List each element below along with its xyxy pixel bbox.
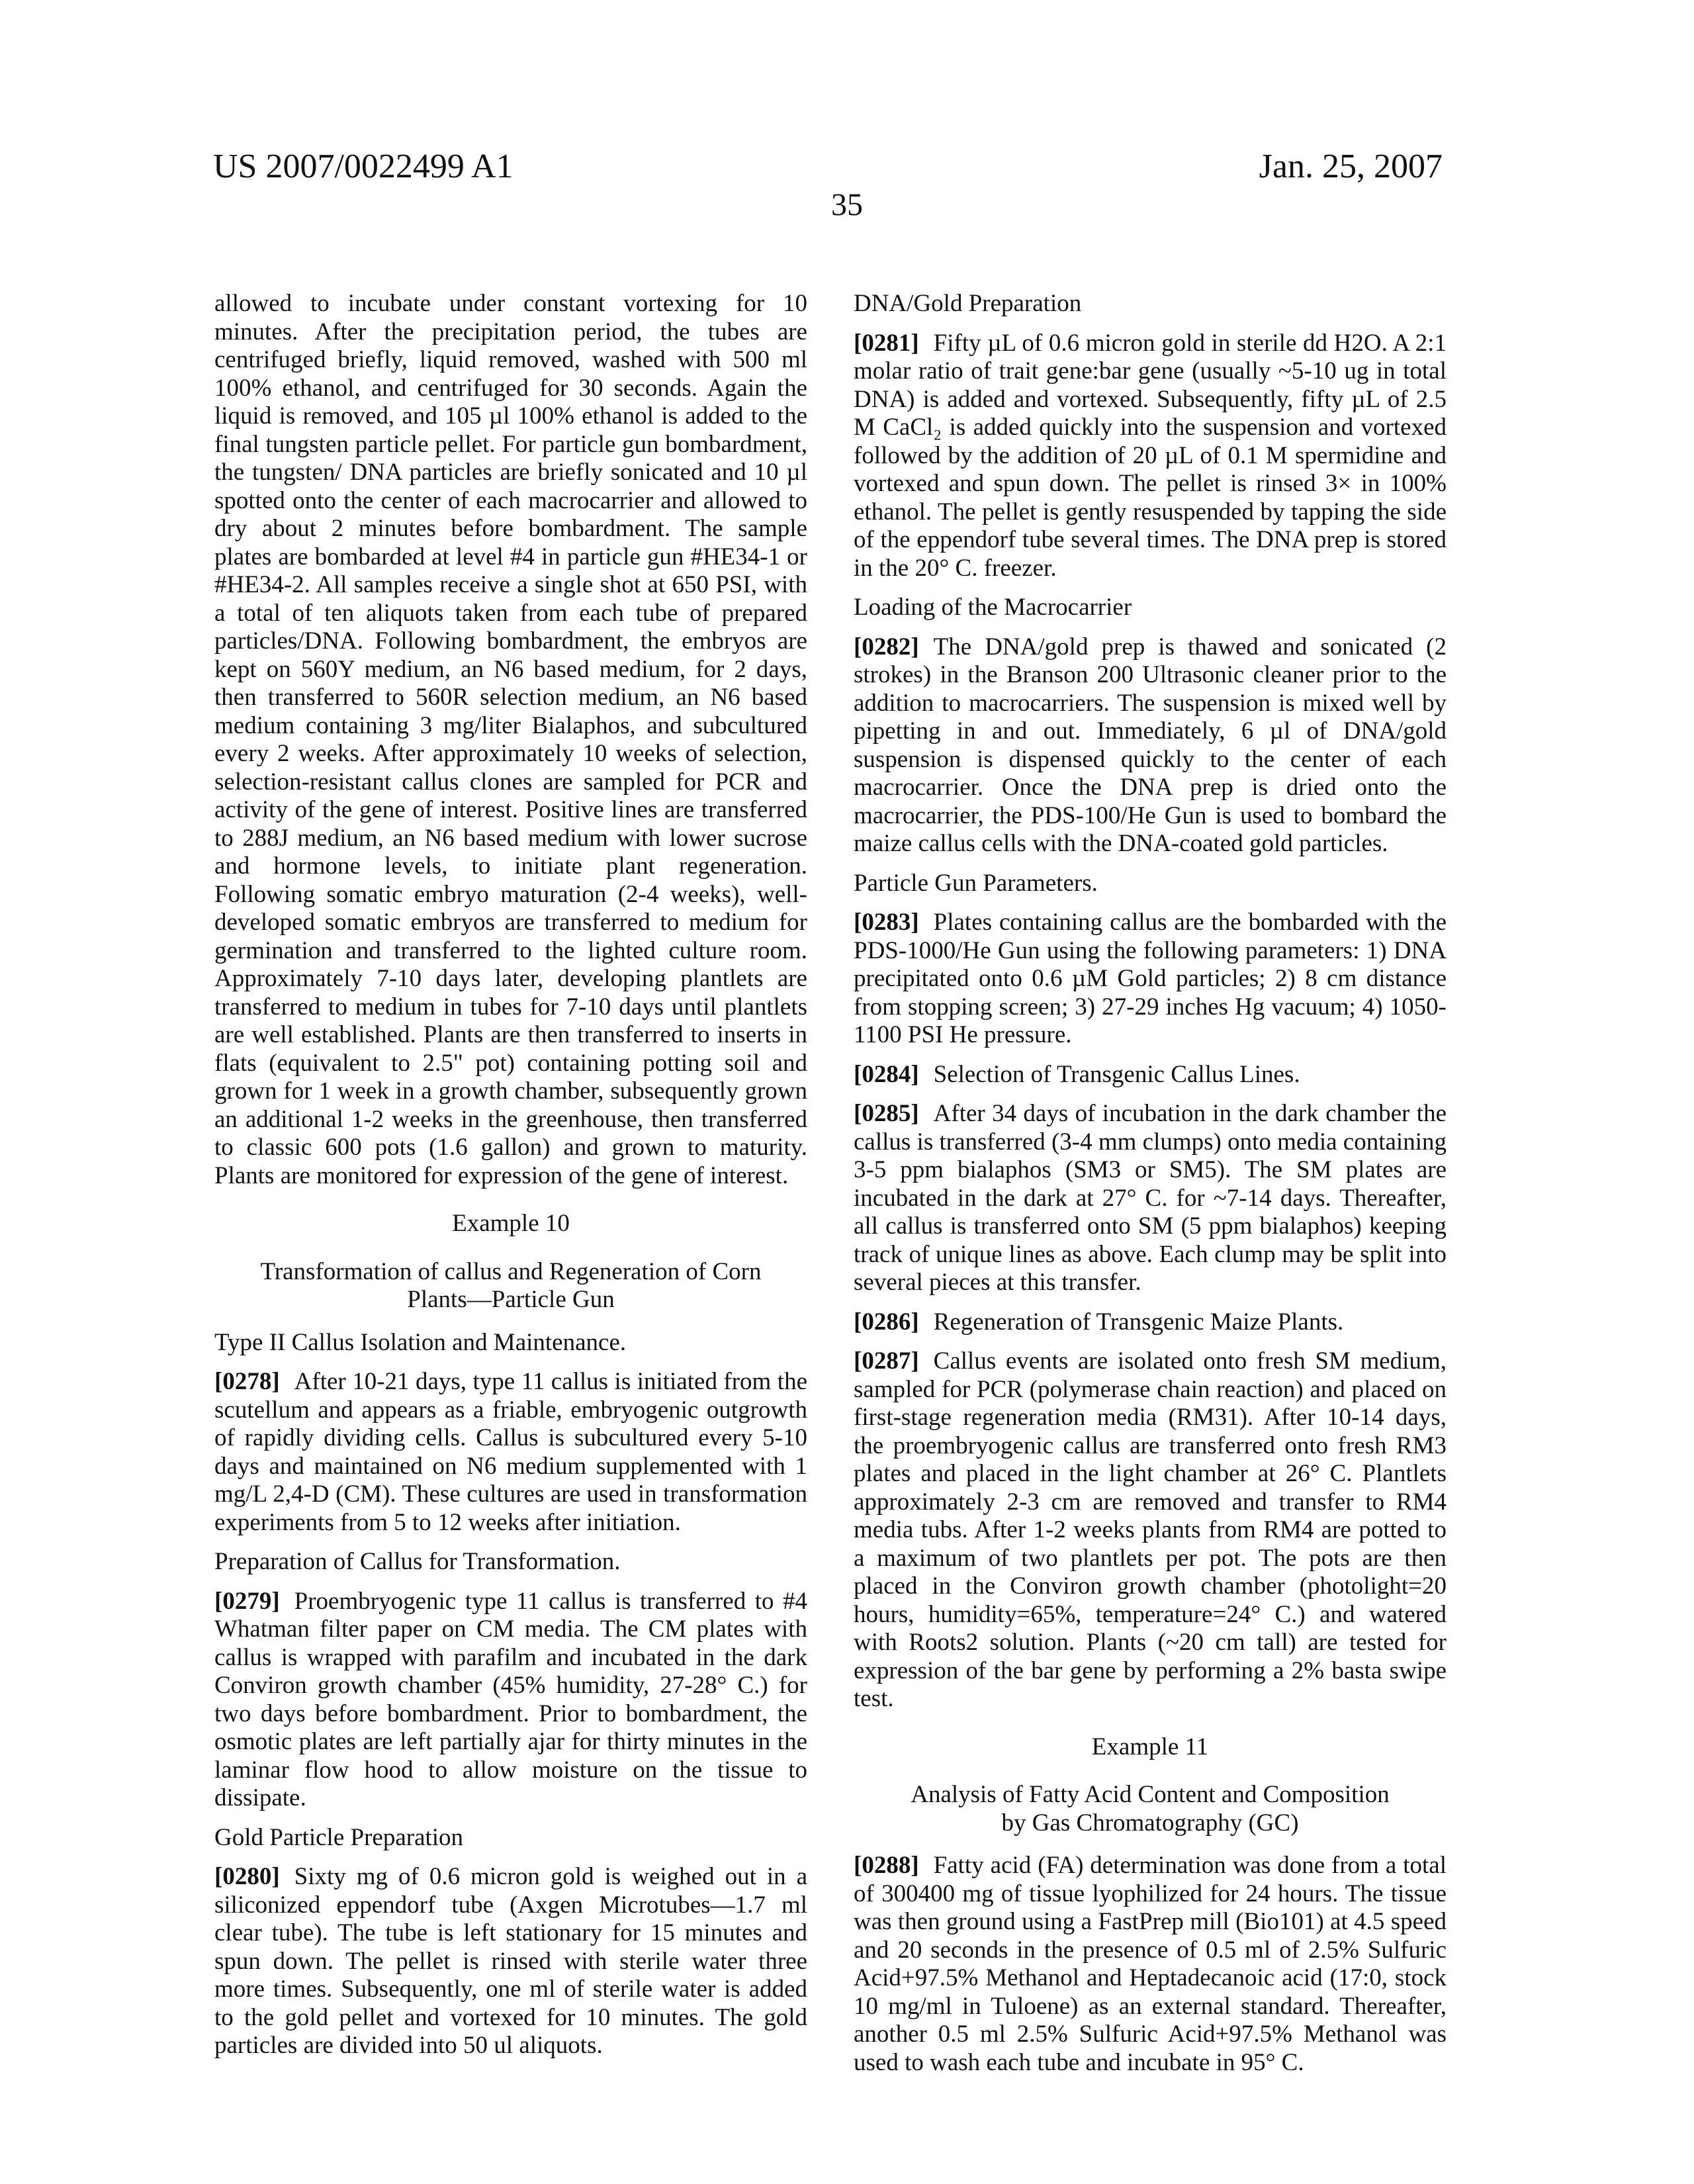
paragraph <box>854 1308 1447 1337</box>
paragraph-text: Fatty acid (FA) determination was done from a total of 300400 mg of tissue lyophilized for 24 hours. The tissue was then ground using a FastPrep mill (Bio101) at 4.5 speed and 20 seconds in the presence of 0.5 ml of 2.5% Sulfuric Acid+97.5% Methanol and Heptadecanoic acid (17:0, stock 10 mg/ml in Tuloene) as an external standard. Thereafter, another 0.5 ml 2.5% Sulfuric Acid+97.5% Methanol was used to wash each tube and incubate in 95° C. <box>854 1852 1447 2076</box>
paragraph-text: Fifty µL of 0.6 micron gold in sterile dd H2O. A 2:1 molar ratio of trait gene:bar gene (usually ~5-10 ug in total DNA) is added and vortexed. Subsequently, fifty µL of 2.5 M CaCl₂ is added quickly into the suspension and vortexed followed by the addition of 20 µL of 0.1 M spermidine and vortexed and spun down. The pellet is rinsed 3× in 100% ethanol. The pellet is gently resuspended by tapping the side of the eppendorf tube several times. The DNA prep is stored in the 20° C. freezer. <box>854 330 1447 582</box>
paragraph <box>854 1852 1447 2077</box>
right-column <box>854 290 1447 2088</box>
section-title <box>214 1258 807 1314</box>
paragraph <box>854 330 1447 583</box>
paragraph <box>854 633 1447 858</box>
left-column <box>214 290 807 2071</box>
paragraph-text: Regeneration of Transgenic Maize Plants. <box>934 1308 1344 1336</box>
example-heading: Example 10 <box>214 1210 807 1238</box>
paragraph-number: [0279] <box>214 1588 280 1615</box>
paragraph <box>854 1061 1447 1089</box>
paragraph-continuation: allowed to incubate under constant vortexing for 10 minutes. After the precipitation period, the tubes are centrifuged briefly, liquid removed, washed with 500 ml 100% ethanol, and centrifuged for 30 seconds. Again the liquid is removed, and 105 µl 100% ethanol is added to the final tungsten particle pellet. For particle gun bombardment, the tungsten/ DNA particles are briefly sonicated and 10 µl spotted onto the center of each macrocarrier and allowed to dry about 2 minutes before bombardment. The sample plates are bombarded at level #4 in particle gun #HE34-1 or #HE34-2. All samples receive a single shot at 650 PSI, with a total of ten aliquots taken from each tube of prepared particles/DNA. Following bombardment, the embryos are kept on 560Y medium, an N6 based medium, for 2 days, then transferred to 560R selection medium, an N6 based medium containing 3 mg/liter Bialaphos, and subcultured every 2 weeks. After approximately 10 weeks of selection, selection-resistant callus clones are sampled for PCR and activity of the gene of interest. Positive lines are transferred to 288J medium, an N6 based medium with lower sucrose and hormone levels, to initiate plant regeneration. Following somatic embryo maturation (2-4 weeks), well-developed somatic embryos are transferred to medium for germination and transferred to the lighted culture room. Approximately 7-10 days later, developing plantlets are transferred to medium in tubes for 7-10 days until plantlets are well established. Plants are then transferred to inserts in flats (equivalent to 2.5" pot) containing potting soil and grown for 1 week in a growth chamber, subsequently grown an additional 1-2 weeks in the greenhouse, then transferred to classic 600 pots (1.6 gallon) and grown to maturity. Plants are monitored for expression of the gene of interest. <box>214 290 807 1190</box>
subheading: Loading of the Macrocarrier <box>854 594 1447 622</box>
paragraph <box>214 1588 807 1813</box>
page-number: 35 <box>0 187 1694 223</box>
paragraph-text: Plates containing callus are the bombarded with the PDS-1000/He Gun using the following parameters: 1) DNA precipitated onto 0.6 µM Gold particles; 2) 8 cm distance from stopping screen; 3) 27-29 inches Hg vacuum; 4) 1050-1100 PSI He pressure. <box>854 909 1447 1048</box>
section-title <box>854 1781 1447 1837</box>
paragraph-number: [0282] <box>854 633 919 660</box>
paragraph-text: After 10-21 days, type 11 callus is initiated from the scutellum and appears as a friable, embryogenic outgrowth of rapidly dividing cells. Callus is subcultured every 5-10 days and maintained on N6 medium supplemented with 1 mg/L 2,4-D (CM). These cultures are used in transformation experiments from 5 to 12 weeks after initiation. <box>214 1368 807 1536</box>
paragraph-number: [0285] <box>854 1100 919 1127</box>
paragraph-text: Selection of Transgenic Callus Lines. <box>934 1061 1300 1088</box>
paragraph-number: [0280] <box>214 1863 280 1890</box>
section-title-line: Plants—Particle Gun <box>214 1286 807 1314</box>
paragraph <box>854 909 1447 1050</box>
paragraph-number: [0278] <box>214 1368 280 1395</box>
paragraph-number: [0287] <box>854 1347 919 1375</box>
paragraph <box>854 1100 1447 1297</box>
paragraph-number: [0286] <box>854 1308 919 1336</box>
paragraph-text: The DNA/gold prep is thawed and sonicated (2 strokes) in the Branson 200 Ultrasonic cleaner prior to the addition to macrocarriers. The suspension is mixed well by pipetting in and out. Immediately, 6 µl of DNA/gold suspension is dispensed quickly to the center of each macrocarrier. Once the DNA prep is dried onto the macrocarrier, the PDS-100/He Gun is used to bombard the maize callus cells with the DNA-coated gold particles. <box>854 633 1447 858</box>
publication-number: US 2007/0022499 A1 <box>213 147 513 186</box>
paragraph <box>214 1863 807 2060</box>
section-title-line: Analysis of Fatty Acid Content and Composition <box>854 1781 1447 1809</box>
paragraph-text: Sixty mg of 0.6 micron gold is weighed out in a siliconized eppendorf tube (Axgen Microtubes—1.7 ml clear tube). The tube is left stationary for 15 minutes and spun down. The pellet is rinsed with sterile water three more times. Subsequently, one ml of sterile water is added to the gold pellet and vortexed for 10 minutes. The gold particles are divided into 50 ul aliquots. <box>214 1863 807 2059</box>
paragraph-number: [0283] <box>854 909 919 936</box>
subheading: Gold Particle Preparation <box>214 1824 807 1852</box>
paragraph-text: Callus events are isolated onto fresh SM medium, sampled for PCR (polymerase chain reaction) and placed on first-stage regeneration media (RM31). After 10-14 days, the proembryogenic callus are transferred onto fresh RM3 plates and placed in the light chamber at 26° C. Plantlets approximately 2-3 cm are removed and transfer to RM4 media tubs. After 1-2 weeks plants from RM4 are potted to a maximum of two plantlets per pot. The pots are then placed in the Conviron growth chamber (photolight=20 hours, humidity=65%, temperature=24° C.) and watered with Roots2 solution. Plants (~20 cm tall) are tested for expression of the bar gene by performing a 2% basta swipe test. <box>854 1347 1447 1712</box>
paragraph-text: Proembryogenic type 11 callus is transferred to #4 Whatman filter paper on CM media. The CM plates with callus is wrapped with parafilm and incubated in the dark Conviron growth chamber (45% humidity, 27-28° C.) for two days before bombardment. Prior to bombardment, the osmotic plates are left partially ajar for thirty minutes in the laminar flow hood to allow moisture on the tissue to dissipate. <box>214 1588 807 1812</box>
section-title-line: Transformation of callus and Regeneration of Corn <box>214 1258 807 1287</box>
paragraph-text: After 34 days of incubation in the dark chamber the callus is transferred (3-4 mm clumps) onto media containing 3-5 ppm bialaphos (SM3 or SM5). The SM plates are incubated in the dark at 27° C. for ~7-14 days. Thereafter, all callus is transferred onto SM (5 ppm bialaphos) keeping track of unique lines as above. Each clump may be split into several pieces at this transfer. <box>854 1100 1447 1296</box>
publication-date: Jan. 25, 2007 <box>1259 147 1443 186</box>
subheading: Particle Gun Parameters. <box>854 870 1447 898</box>
subheading: Type II Callus Isolation and Maintenance. <box>214 1329 807 1357</box>
paragraph <box>854 1347 1447 1713</box>
paragraph-number: [0281] <box>854 330 919 357</box>
example-heading: Example 11 <box>854 1733 1447 1762</box>
subheading: DNA/Gold Preparation <box>854 290 1447 318</box>
section-title-line: by Gas Chromatography (GC) <box>854 1809 1447 1838</box>
paragraph <box>214 1368 807 1537</box>
paragraph-number: [0284] <box>854 1061 919 1088</box>
subheading: Preparation of Callus for Transformation. <box>214 1548 807 1576</box>
paragraph-number: [0288] <box>854 1852 919 1879</box>
